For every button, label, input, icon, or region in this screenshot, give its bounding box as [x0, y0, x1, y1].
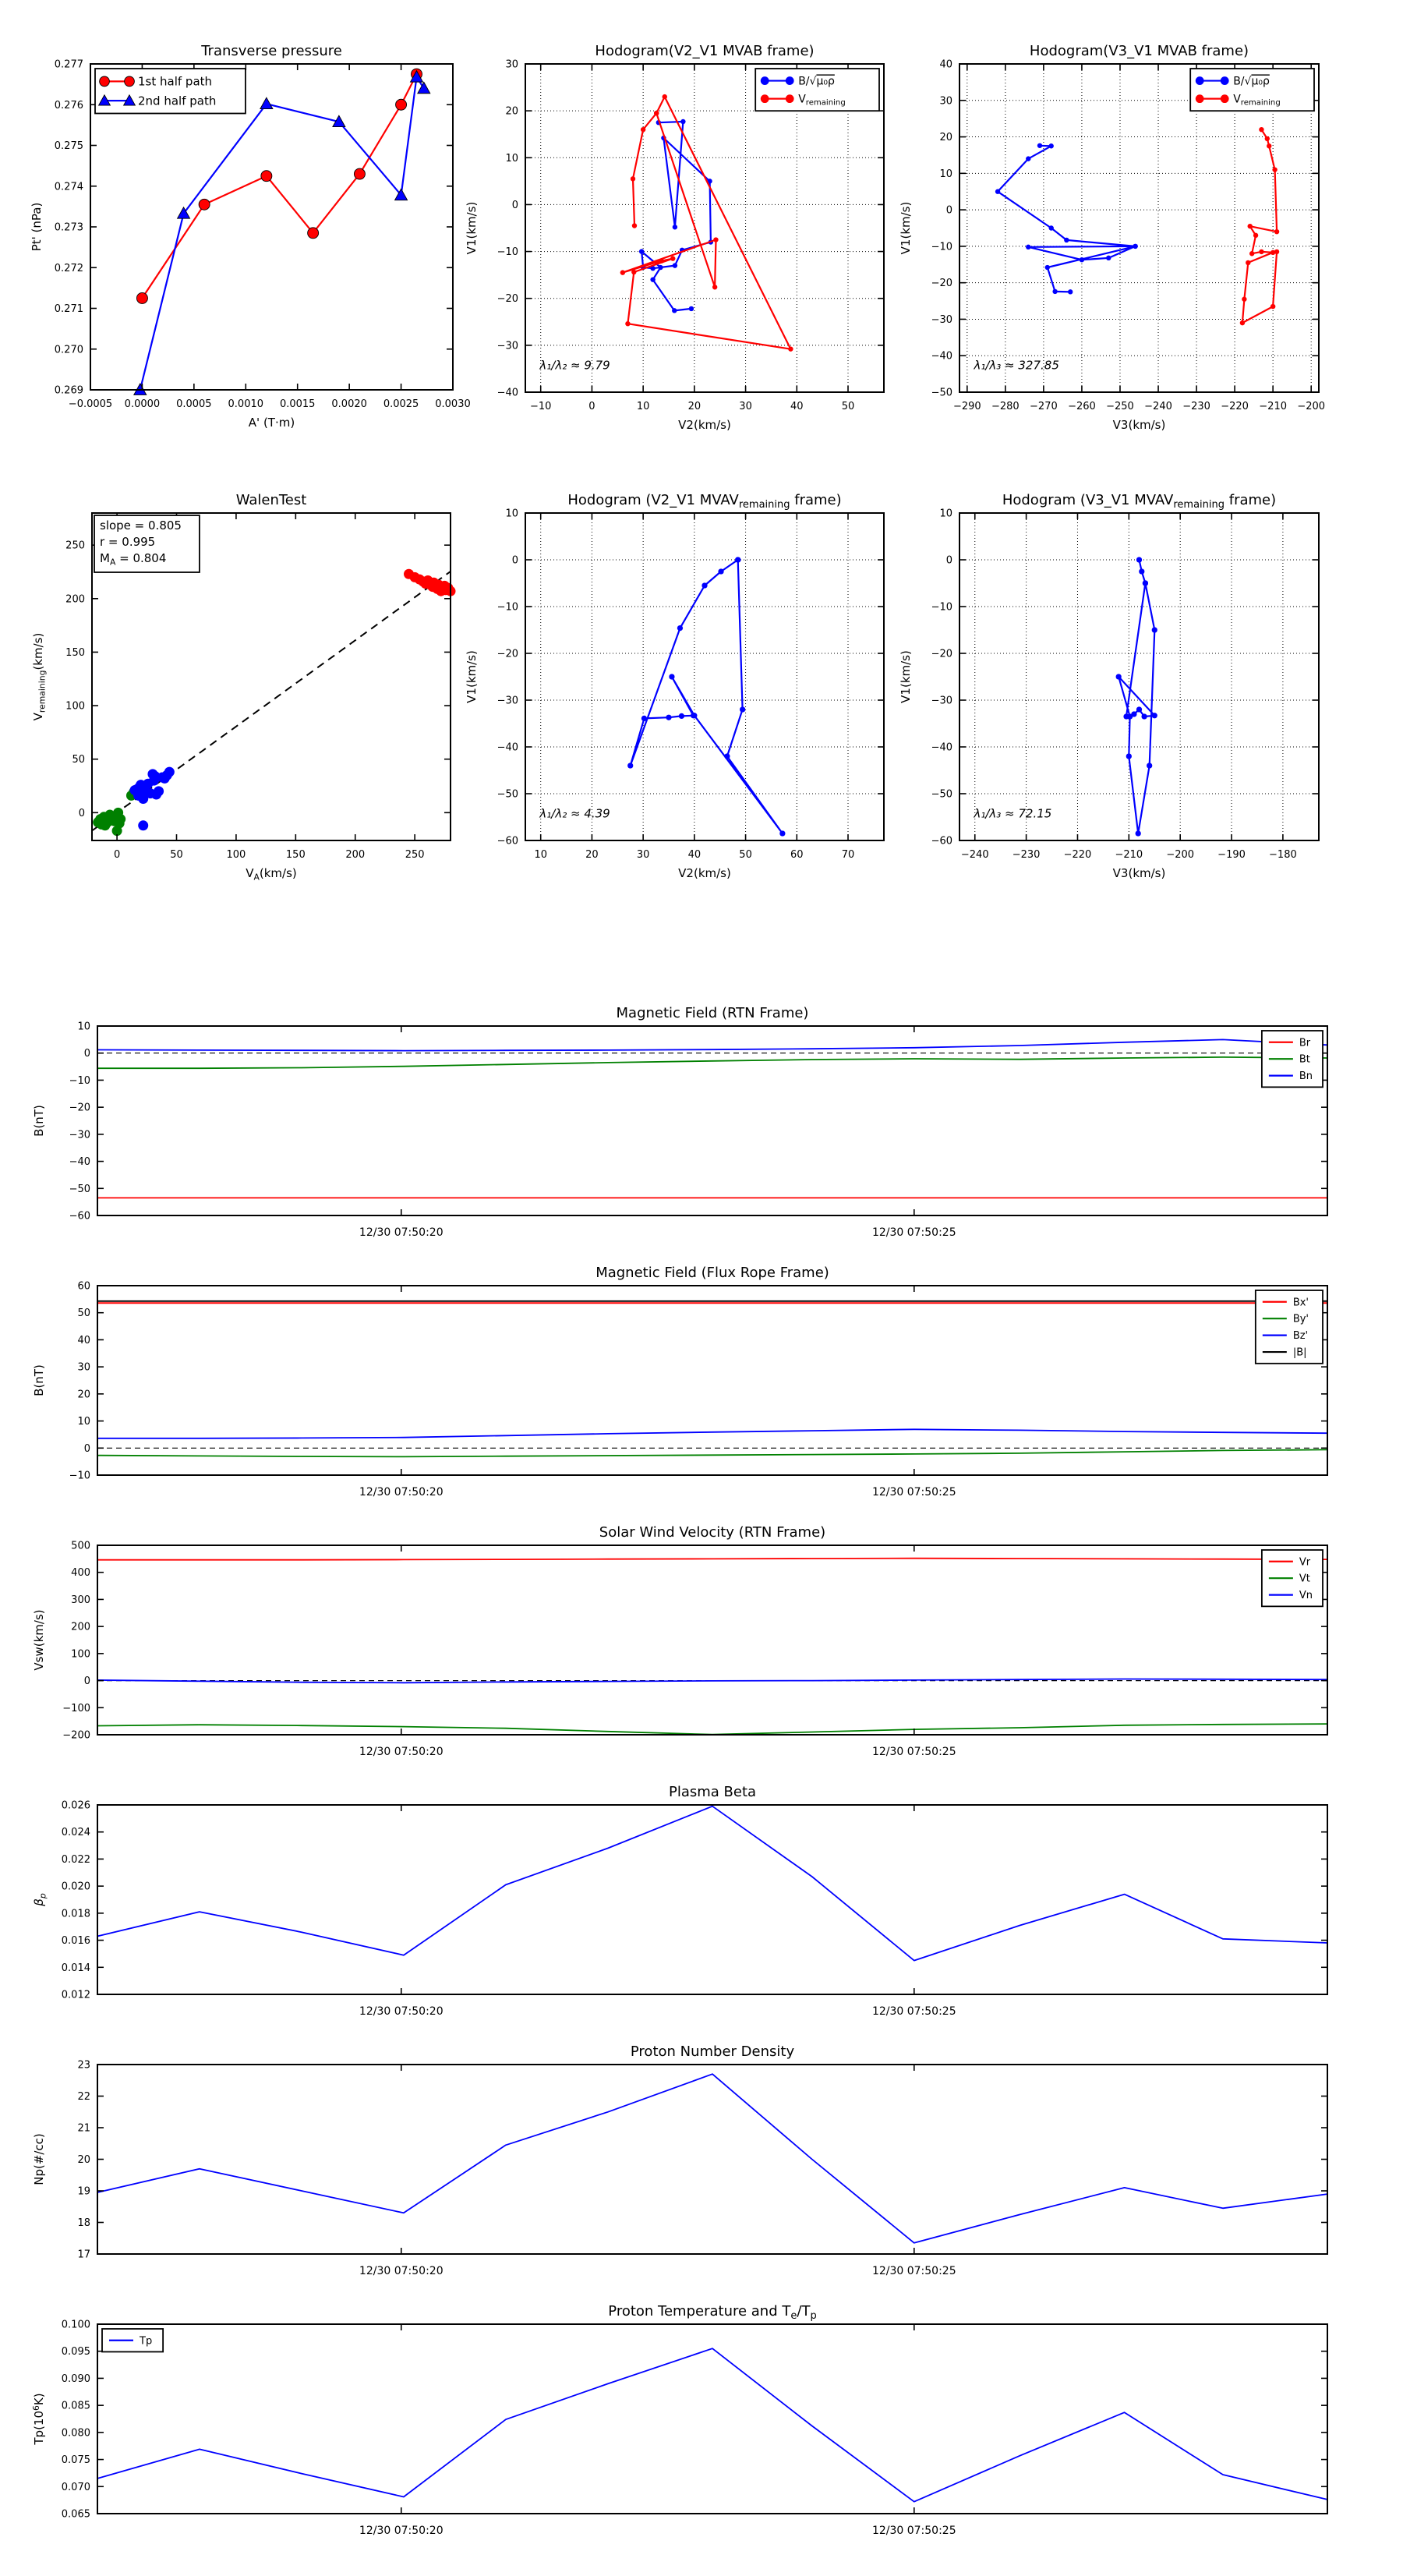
- svg-text:100: 100: [226, 849, 246, 861]
- panel-vsw-rtn-series-vr: [97, 1559, 1327, 1560]
- svg-text:0.269: 0.269: [54, 384, 83, 397]
- vsw-rtn-ylabel: Vsw(km/s): [32, 1609, 46, 1671]
- svg-text:−60: −60: [69, 1210, 90, 1223]
- proton-density-ylabel: Np(#/cc): [32, 2133, 46, 2185]
- svg-text:20: 20: [687, 401, 702, 412]
- svg-text:−0.0005: −0.0005: [68, 398, 113, 410]
- hodogram-v3v1-mvav-xlabel: V3(km/s): [1112, 866, 1166, 880]
- panel-walen-test-annotation-0: [94, 515, 200, 572]
- svg-text:21: 21: [77, 2122, 90, 2135]
- svg-text:10: 10: [939, 508, 952, 520]
- hodogram-v3v1-mvab-title: Hodogram(V3_V1 MVAB frame): [1029, 43, 1249, 59]
- panel-hodogram-v3v1-mvab-spines: [959, 64, 1319, 392]
- svg-text:50: 50: [739, 849, 752, 861]
- panel-hodogram-v3v1-mvab: [899, 43, 1325, 432]
- svg-text:Bn: Bn: [1299, 1070, 1313, 1083]
- svg-text:0.0005: 0.0005: [176, 398, 212, 410]
- svg-text:12/30 07:50:20: 12/30 07:50:20: [359, 1486, 444, 1499]
- svg-text:MA = 0.804: $M_A = 0.804$: [100, 551, 167, 568]
- svg-text:100: 100: [71, 1648, 90, 1661]
- svg-text:B/√μ₀ρ: B/√μ₀ρ: [1233, 75, 1270, 88]
- panel-proton-density-series-np: [97, 2074, 1327, 2243]
- hodogram-v3v1-mvab-ylabel: V1(km/s): [899, 201, 913, 255]
- hodogram-v2v1-mvab-xlabel: V2(km/s): [678, 418, 731, 432]
- panel-plasma-beta: [32, 1784, 1327, 2018]
- panel-b-rtn-ticks: [69, 1021, 1327, 1240]
- svg-text:−40: −40: [497, 387, 518, 399]
- svg-text:−100: −100: [62, 1702, 90, 1714]
- panel-plasma-beta-ticks: [62, 1800, 1327, 2019]
- svg-text:−230: −230: [1182, 401, 1210, 412]
- panel-transverse-pressure-legend: [95, 69, 246, 114]
- svg-text:λ₁/λ₂ ≈ 9.79: λ₁/λ₂ ≈ 9.79: [539, 358, 610, 373]
- svg-text:40: 40: [77, 1334, 90, 1346]
- svg-text:250: 250: [65, 540, 85, 552]
- svg-text:0.0025: 0.0025: [383, 398, 419, 410]
- svg-text:−40: −40: [931, 741, 952, 754]
- panel-hodogram-v3v1-mvav: [899, 492, 1319, 880]
- svg-text:slope = 0.805: slope = 0.805: [100, 518, 182, 533]
- panel-b-rtn-series-bn: [97, 1039, 1327, 1050]
- svg-text:12/30 07:50:20: 12/30 07:50:20: [359, 1226, 444, 1239]
- svg-text:Vremaining: $V_{remaining}$: [798, 93, 846, 108]
- svg-text:0: 0: [945, 204, 952, 217]
- panel-hodogram-v2v1-mvav-grid: [525, 513, 884, 840]
- svg-text:−220: −220: [1063, 849, 1092, 861]
- svg-text:0.090: 0.090: [61, 2373, 90, 2385]
- panel-proton-temp-legend: [102, 2329, 163, 2351]
- panel-hodogram-v3v1-mvav-series-b-hodogram: [1116, 557, 1157, 836]
- proton-temp-ylabel: $Tp(10^6K)$: [30, 2393, 46, 2445]
- svg-text:0: 0: [945, 554, 952, 567]
- svg-text:λ₁/λ₂ ≈ 4.39: λ₁/λ₂ ≈ 4.39: [539, 806, 610, 821]
- panel-vsw-rtn-series-vn: [97, 1679, 1327, 1683]
- walen-test-ylabel: $V_{remaining}(km/s)$: [31, 632, 48, 721]
- svg-text:30: 30: [739, 401, 752, 412]
- hodogram-v3v1-mvav-title: Hodogram (V3_V1 $MVAV_{remaining}$ frame): [1002, 492, 1277, 511]
- svg-text:0: 0: [83, 1048, 90, 1060]
- svg-text:−10: −10: [931, 601, 952, 614]
- svg-text:0: 0: [511, 554, 518, 567]
- svg-text:18: 18: [77, 2217, 90, 2229]
- svg-text:0.014: 0.014: [61, 1962, 90, 1974]
- svg-text:−10: −10: [497, 601, 518, 614]
- svg-text:−60: −60: [931, 835, 952, 847]
- svg-text:−10: −10: [497, 246, 518, 259]
- panel-hodogram-v2v1-mvab-series-b-: [639, 119, 713, 313]
- hodogram-v2v1-mvav-title: Hodogram (V2_V1 $MVAV_{remaining}$ frame): [567, 492, 842, 511]
- svg-text:−50: −50: [497, 788, 518, 801]
- panel-b-fluxrope-series-bz-: [97, 1429, 1327, 1438]
- panel-vsw-rtn-series-vt: [97, 1724, 1327, 1735]
- panel-b-fluxrope-ticks: [69, 1281, 1327, 1499]
- vsw-rtn-title: Solar Wind Velocity (RTN Frame): [599, 1524, 826, 1541]
- svg-text:−280: −280: [991, 401, 1020, 412]
- svg-text:0.020: 0.020: [61, 1881, 90, 1893]
- svg-text:0.100: 0.100: [61, 2319, 90, 2331]
- svg-text:12/30 07:50:25: 12/30 07:50:25: [871, 2265, 956, 2277]
- svg-text:30: 30: [636, 849, 650, 861]
- svg-text:0.0010: 0.0010: [228, 398, 264, 410]
- svg-text:0.272: 0.272: [54, 262, 83, 274]
- svg-text:−250: −250: [1106, 401, 1134, 412]
- svg-text:22: 22: [77, 2091, 90, 2103]
- svg-text:0.085: 0.085: [61, 2400, 90, 2412]
- svg-text:−240: −240: [1144, 401, 1172, 412]
- svg-text:−20: −20: [69, 1102, 90, 1114]
- svg-text:−40: −40: [931, 350, 952, 363]
- svg-text:−290: −290: [952, 401, 981, 412]
- svg-text:1st half path: 1st half path: [138, 74, 213, 89]
- svg-text:17: 17: [77, 2249, 90, 2261]
- svg-text:0.270: 0.270: [54, 344, 83, 356]
- svg-text:12/30 07:50:20: 12/30 07:50:20: [359, 2265, 444, 2277]
- svg-text:0.271: 0.271: [54, 303, 83, 315]
- svg-text:0.275: 0.275: [54, 140, 83, 152]
- svg-text:150: 150: [65, 646, 85, 659]
- svg-text:−190: −190: [1217, 849, 1246, 861]
- transverse-pressure-title: Transverse pressure: [201, 43, 342, 59]
- svg-text:60: 60: [790, 849, 804, 861]
- b-fluxrope-title: Magnetic Field (Flux Rope Frame): [595, 1265, 829, 1281]
- panel-transverse-pressure-series-2nd-half-path: [134, 71, 430, 395]
- svg-text:−220: −220: [1221, 401, 1249, 412]
- panel-hodogram-v2v1-mvab-annotation-0: [539, 359, 610, 373]
- panel-proton-temp: [31, 2303, 1327, 2537]
- svg-text:30: 30: [505, 58, 518, 71]
- svg-text:0.022: 0.022: [61, 1853, 90, 1866]
- panel-proton-temp-ticks: [62, 2319, 1327, 2538]
- transverse-pressure-ylabel: Pt' (nPa): [30, 202, 44, 252]
- svg-text:Vr: Vr: [1299, 1556, 1311, 1569]
- svg-text:0: 0: [588, 401, 595, 412]
- panel-vsw-rtn-spines: [97, 1545, 1327, 1735]
- svg-text:12/30 07:50:20: 12/30 07:50:20: [359, 1746, 444, 1758]
- hodogram-v2v1-mvab-ylabel: V1(km/s): [465, 201, 479, 255]
- walen-test-title: WalenTest: [235, 492, 307, 508]
- svg-text:−50: −50: [69, 1183, 90, 1195]
- panel-b-rtn-spines: [97, 1026, 1327, 1215]
- svg-text:100: 100: [65, 700, 85, 713]
- svg-text:40: 40: [939, 58, 952, 71]
- svg-text:30: 30: [77, 1361, 90, 1374]
- panel-transverse-pressure: [30, 43, 471, 430]
- svg-text:12/30 07:50:25: 12/30 07:50:25: [871, 1746, 956, 1758]
- svg-text:0: 0: [511, 199, 518, 211]
- svg-text:0: 0: [83, 1442, 90, 1455]
- svg-text:0.065: 0.065: [61, 2508, 90, 2521]
- svg-text:10: 10: [939, 168, 952, 180]
- svg-text:0: 0: [78, 807, 85, 819]
- transverse-pressure-xlabel: A' (T·m): [248, 416, 295, 430]
- svg-text:Bz': Bz': [1292, 1330, 1309, 1343]
- svg-text:0.016: 0.016: [61, 1935, 90, 1948]
- svg-text:10: 10: [505, 508, 518, 520]
- svg-text:−210: −210: [1259, 401, 1288, 412]
- panel-hodogram-v3v1-mvab-grid: [959, 64, 1319, 392]
- svg-text:B/√μ₀ρ: B/√μ₀ρ: [798, 75, 835, 88]
- panel-hodogram-v2v1-mvav-spines: [525, 513, 884, 840]
- panel-vsw-rtn: [32, 1524, 1327, 1758]
- svg-text:−30: −30: [931, 313, 952, 326]
- svg-text:10: 10: [505, 152, 518, 165]
- b-fluxrope-ylabel: B(nT): [32, 1364, 46, 1396]
- svg-text:0.0015: 0.0015: [279, 398, 316, 410]
- svg-text:−210: −210: [1115, 849, 1143, 861]
- panel-hodogram-v3v1-mvab-annotation-0: [973, 359, 1058, 373]
- panel-hodogram-v3v1-mvav-annotation-0: [973, 807, 1051, 821]
- svg-text:10: 10: [636, 401, 650, 412]
- svg-text:40: 40: [790, 401, 804, 412]
- panel-vsw-rtn-legend: [1262, 1550, 1323, 1606]
- svg-text:−200: −200: [1166, 849, 1195, 861]
- svg-text:−180: −180: [1269, 849, 1297, 861]
- svg-text:Tp: Tp: [140, 2335, 153, 2348]
- panel-hodogram-v2v1-mvav-series-b-hodogram: [627, 557, 785, 836]
- svg-text:0.276: 0.276: [54, 99, 83, 111]
- svg-text:12/30 07:50:25: 12/30 07:50:25: [871, 1226, 956, 1239]
- svg-text:0.0020: 0.0020: [331, 398, 367, 410]
- hodogram-v2v1-mvav-ylabel: V1(km/s): [465, 650, 479, 703]
- svg-text:−10: −10: [931, 241, 952, 253]
- svg-text:−30: −30: [497, 340, 518, 352]
- panel-hodogram-v2v1-mvab-grid: [525, 64, 884, 392]
- svg-text:−60: −60: [497, 835, 518, 847]
- panel-walen-test-series-inbound-points: [93, 787, 139, 836]
- svg-text:200: 200: [65, 593, 85, 606]
- svg-text:200: 200: [71, 1621, 90, 1633]
- svg-text:λ₁/λ₃ ≈ 327.85: λ₁/λ₃ ≈ 327.85: [974, 358, 1059, 373]
- svg-text:Br: Br: [1299, 1037, 1311, 1049]
- panel-b-fluxrope: [32, 1265, 1327, 1499]
- panel-hodogram-v2v1-mvab: [465, 43, 884, 432]
- svg-text:20: 20: [77, 1389, 90, 1401]
- svg-text:0.277: 0.277: [54, 58, 83, 71]
- svg-text:−20: −20: [497, 648, 518, 660]
- b-rtn-ylabel: B(nT): [32, 1105, 46, 1137]
- svg-text:Vt: Vt: [1299, 1573, 1310, 1585]
- svg-text:250: 250: [405, 849, 425, 861]
- svg-text:50: 50: [72, 754, 85, 766]
- panel-hodogram-v3v1-mvab-legend: [1190, 69, 1314, 111]
- svg-text:Bt: Bt: [1299, 1053, 1310, 1066]
- svg-text:20: 20: [505, 105, 518, 118]
- panel-b-rtn-legend: [1262, 1031, 1323, 1087]
- svg-text:30: 30: [939, 95, 952, 108]
- svg-text:−40: −40: [69, 1156, 90, 1169]
- svg-text:−30: −30: [69, 1129, 90, 1141]
- svg-text:−50: −50: [931, 387, 952, 399]
- hodogram-v3v1-mvab-xlabel: V3(km/s): [1112, 418, 1166, 432]
- panel-hodogram-v3v1-mvab-series-b-: [995, 143, 1138, 295]
- svg-text:−10: −10: [529, 401, 552, 412]
- panel-b-rtn: [32, 1005, 1327, 1239]
- panel-proton-density-spines: [97, 2065, 1327, 2254]
- svg-text:Bx': Bx': [1292, 1297, 1309, 1309]
- svg-text:r = 0.995: r = 0.995: [100, 535, 156, 549]
- svg-text:0.274: 0.274: [54, 181, 83, 193]
- svg-text:−30: −30: [497, 695, 518, 707]
- plasma-beta-title: Plasma Beta: [668, 1784, 757, 1800]
- panel-walen-test-series-mid-points: [130, 767, 175, 831]
- panel-hodogram-v3v1-mvab-series-v-remaining-: [1240, 127, 1280, 325]
- svg-text:0.095: 0.095: [61, 2346, 90, 2358]
- svg-text:−200: −200: [62, 1729, 90, 1742]
- svg-text:20: 20: [77, 2154, 90, 2166]
- proton-density-title: Proton Number Density: [630, 2043, 795, 2060]
- svg-text:−10: −10: [69, 1074, 90, 1087]
- walen-test-xlabel: $V_A(km/s)$: [246, 866, 297, 883]
- panel-proton-density-ticks: [77, 2060, 1327, 2278]
- svg-text:20: 20: [939, 132, 952, 144]
- svg-text:0.075: 0.075: [61, 2454, 90, 2467]
- svg-text:50: 50: [841, 401, 855, 412]
- proton-temp-title: Proton Temperature and $T_e/T_p$: [608, 2303, 817, 2322]
- hodogram-v2v1-mvav-xlabel: V2(km/s): [678, 866, 731, 880]
- svg-text:0.018: 0.018: [61, 1908, 90, 1920]
- svg-text:−240: −240: [960, 849, 989, 861]
- svg-text:50: 50: [170, 849, 183, 861]
- svg-text:500: 500: [71, 1540, 90, 1552]
- svg-text:12/30 07:50:20: 12/30 07:50:20: [359, 2525, 444, 2537]
- svg-text:150: 150: [285, 849, 306, 861]
- panel-b-fluxrope-series-by-: [97, 1449, 1327, 1456]
- panel-hodogram-v2v1-mvav-annotation-0: [539, 807, 610, 821]
- svg-text:300: 300: [71, 1594, 90, 1606]
- svg-text:0.0030: 0.0030: [435, 398, 471, 410]
- svg-text:−50: −50: [931, 788, 952, 801]
- panel-hodogram-v2v1-mvab-spines: [525, 64, 884, 392]
- svg-text:0: 0: [113, 849, 121, 861]
- panel-hodogram-v2v1-mvab-legend: [755, 69, 879, 111]
- panel-b-fluxrope-spines: [97, 1286, 1327, 1475]
- plasma-beta-ylabel: $\beta_p$: [32, 1893, 48, 1906]
- svg-text:−20: −20: [497, 293, 518, 306]
- svg-text:−260: −260: [1068, 401, 1096, 412]
- panel-b-rtn-series-bt: [97, 1057, 1327, 1068]
- svg-text:0.070: 0.070: [61, 2481, 90, 2493]
- svg-text:0.0000: 0.0000: [124, 398, 161, 410]
- svg-text:19: 19: [77, 2185, 90, 2198]
- svg-text:20: 20: [585, 849, 599, 861]
- panel-hodogram-v2v1-mvab-series-v-remaining-: [620, 94, 793, 352]
- hodogram-v2v1-mvab-title: Hodogram(V2_V1 MVAB frame): [595, 43, 815, 59]
- svg-text:10: 10: [77, 1416, 90, 1428]
- svg-text:12/30 07:50:25: 12/30 07:50:25: [871, 2005, 956, 2018]
- svg-text:−10: −10: [69, 1470, 90, 1482]
- svg-text:0.273: 0.273: [54, 221, 83, 234]
- svg-text:λ₁/λ₃ ≈ 72.15: λ₁/λ₃ ≈ 72.15: [974, 806, 1052, 821]
- b-rtn-title: Magnetic Field (RTN Frame): [616, 1005, 809, 1021]
- panel-proton-density: [32, 2043, 1327, 2277]
- svg-text:|B|: |B|: [1292, 1346, 1307, 1359]
- svg-text:70: 70: [841, 849, 855, 861]
- panel-proton-temp-spines: [97, 2324, 1327, 2514]
- svg-text:12/30 07:50:25: 12/30 07:50:25: [871, 2525, 956, 2537]
- svg-text:−40: −40: [497, 741, 518, 754]
- svg-text:10: 10: [77, 1021, 90, 1033]
- svg-text:−200: −200: [1297, 401, 1326, 412]
- svg-text:Vn: Vn: [1299, 1590, 1313, 1602]
- panel-plasma-beta-spines: [97, 1805, 1327, 1994]
- svg-text:−20: −20: [931, 648, 952, 660]
- svg-text:400: 400: [71, 1567, 90, 1580]
- svg-text:−270: −270: [1030, 401, 1058, 412]
- svg-text:200: 200: [345, 849, 366, 861]
- svg-text:10: 10: [534, 849, 547, 861]
- panel-walen-test: [31, 492, 456, 882]
- svg-text:60: 60: [77, 1280, 90, 1293]
- svg-text:40: 40: [687, 849, 702, 861]
- svg-text:12/30 07:50:25: 12/30 07:50:25: [871, 1486, 956, 1499]
- svg-text:12/30 07:50:20: 12/30 07:50:20: [359, 2005, 444, 2018]
- svg-text:By': By': [1292, 1313, 1309, 1325]
- panel-b-fluxrope-legend: [1256, 1290, 1323, 1364]
- svg-text:0: 0: [83, 1675, 90, 1688]
- svg-text:50: 50: [77, 1307, 90, 1320]
- svg-text:23: 23: [77, 2059, 90, 2072]
- panel-plasma-beta-series-beta-p: [97, 1806, 1327, 1961]
- panel-hodogram-v2v1-mvav: [465, 492, 884, 880]
- svg-text:−20: −20: [931, 278, 952, 290]
- svg-text:Vremaining: $V_{remaining}$: [1233, 93, 1281, 108]
- svg-text:0.080: 0.080: [61, 2427, 90, 2440]
- panel-proton-temp-series-tp: [97, 2348, 1327, 2502]
- svg-text:−30: −30: [931, 695, 952, 707]
- svg-text:−230: −230: [1012, 849, 1041, 861]
- svg-text:0.024: 0.024: [61, 1827, 90, 1839]
- hodogram-v3v1-mvav-ylabel: V1(km/s): [899, 650, 913, 703]
- svg-text:0.012: 0.012: [61, 1989, 90, 2001]
- svg-text:0.026: 0.026: [61, 1799, 90, 1812]
- svg-text:2nd half path: 2nd half path: [138, 94, 217, 108]
